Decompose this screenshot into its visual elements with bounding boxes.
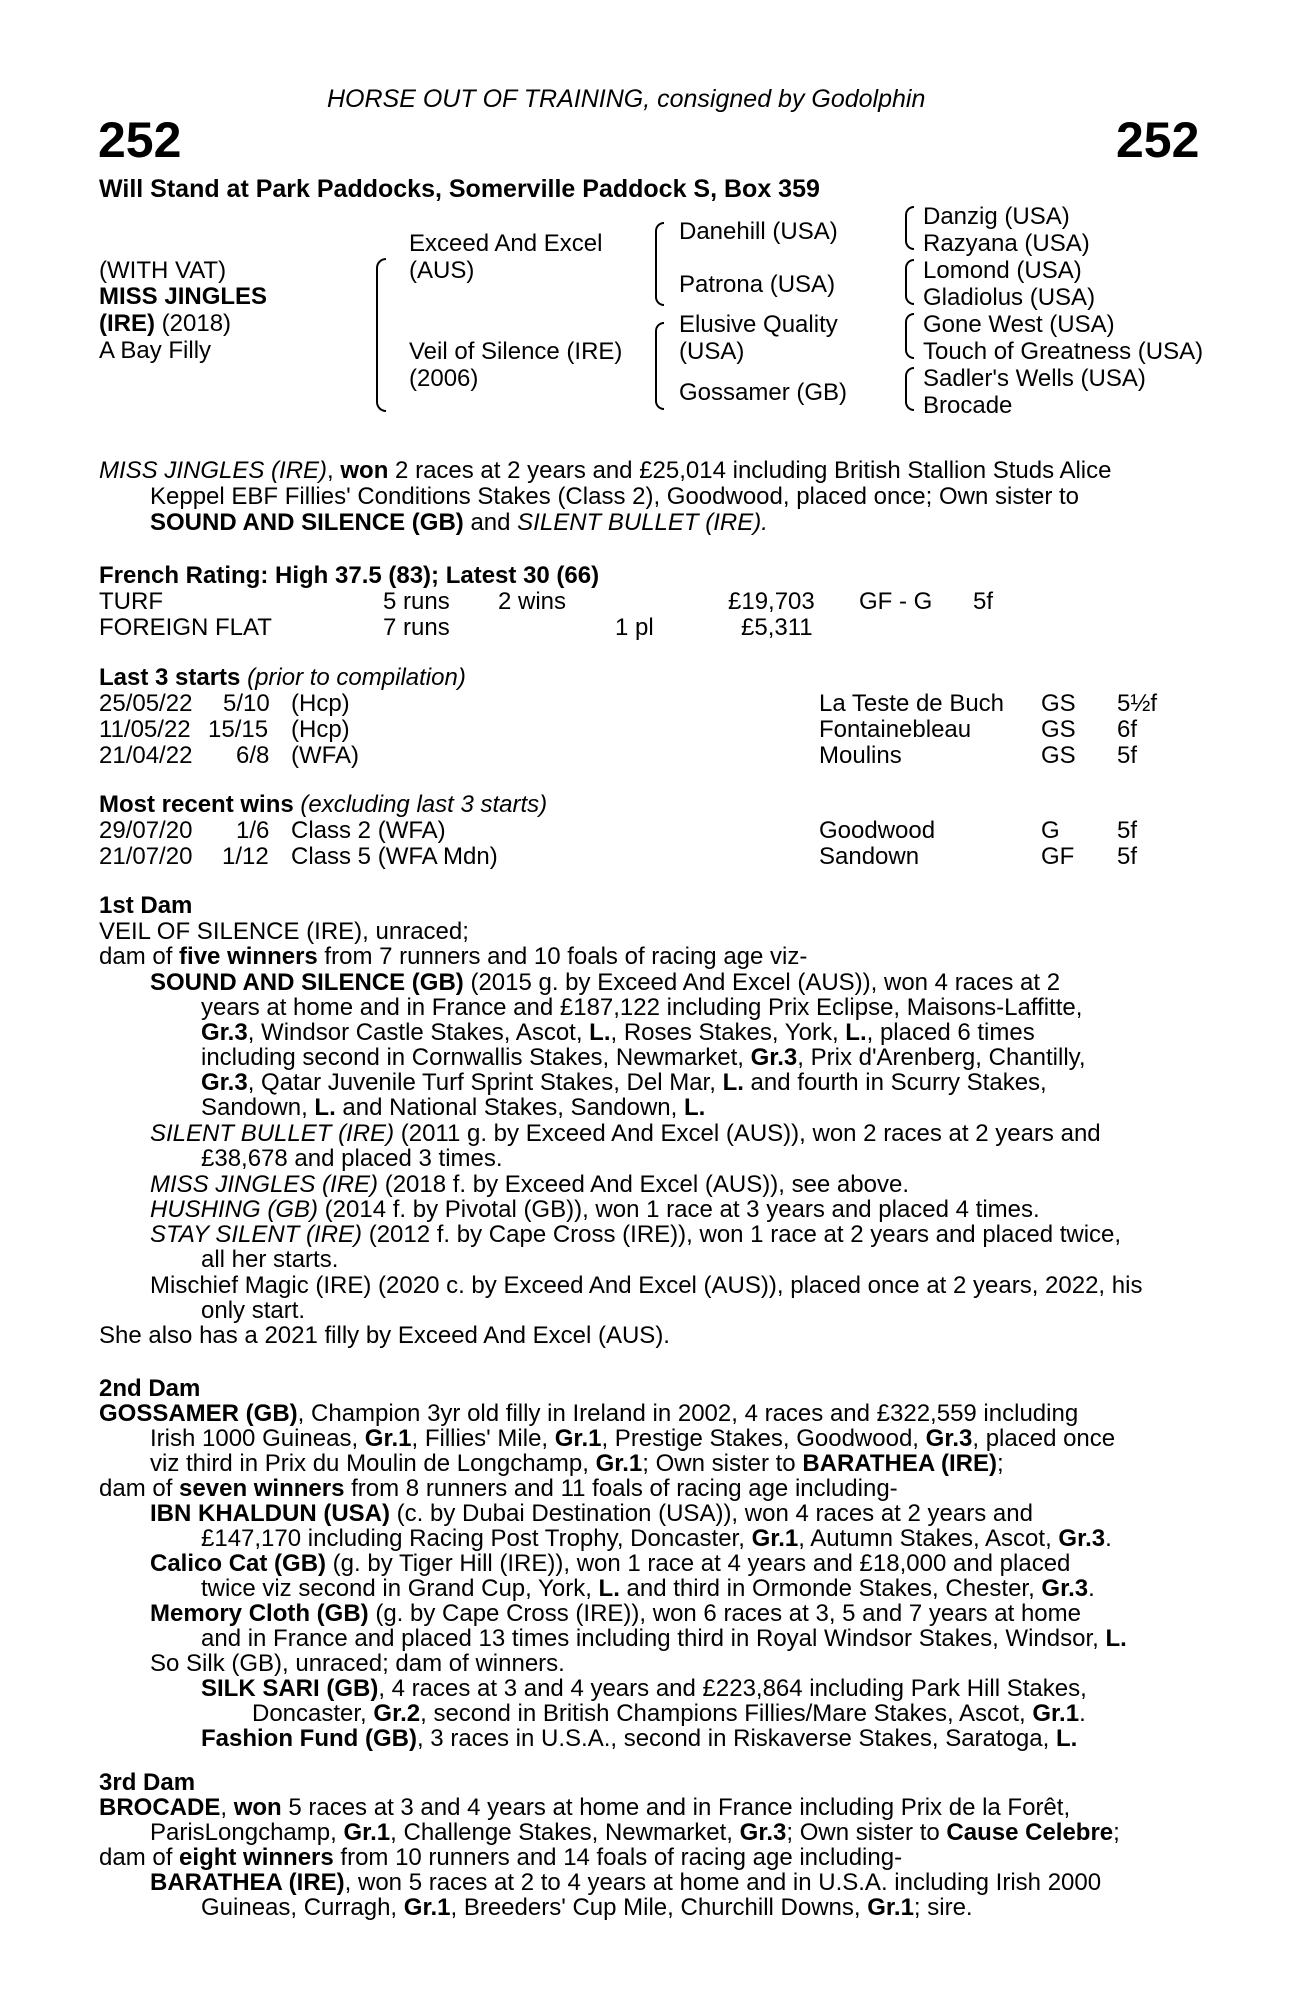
pedigree-brace-3c (905, 313, 914, 359)
winners-count: seven winners (179, 1475, 345, 1502)
start-position: 15/15 (208, 716, 269, 743)
foal-entry (150, 1501, 1033, 1527)
win-distance: 5f (1117, 817, 1138, 844)
text: Doncaster, (252, 1700, 374, 1727)
text: (2012 f. by Cape Cross (IRE)), won 1 race at 2 years and placed twice, (362, 1221, 1122, 1248)
pedigree-brace-2a (655, 222, 664, 306)
foal-entry (150, 1222, 1121, 1248)
start-course: La Teste de Buch (819, 690, 1005, 717)
pedigree-sire-country: (AUS) (409, 257, 475, 284)
consignment-title: HORSE OUT OF TRAINING, consigned by Godolphin (327, 85, 926, 113)
summary-sibling-2: SILENT BULLET (IRE). (517, 509, 768, 536)
grade: L. (589, 1019, 611, 1046)
horse-country: (IRE) (99, 310, 155, 337)
pedigree-brace-3a (905, 206, 914, 250)
text: , Breeders' Cup Mile, Churchill Downs, (450, 1894, 868, 1921)
text: and in France and placed 13 times including third in Royal Windsor Stakes, Windsor, (201, 1625, 1106, 1652)
foal-detail (201, 1095, 705, 1121)
grandfoal-entry (201, 1676, 1087, 1702)
text: viz third in Prix du Moulin de Longchamp, (150, 1450, 596, 1477)
text: and third in Ormonde Stakes, Chester, (619, 1575, 1042, 1602)
text: Irish 1000 Guineas, (150, 1425, 365, 1452)
text: ; Own sister to (642, 1450, 803, 1477)
foal-name: Calico Cat (GB) (150, 1550, 327, 1577)
pedigree-g3-6: Touch of Greatness (USA) (923, 338, 1204, 365)
summary-won: won (340, 457, 389, 484)
foal-detail (201, 1070, 1047, 1096)
rating-cell: 5 runs (383, 588, 450, 615)
horse-name: MISS JINGLES (99, 283, 268, 310)
second-dam-heading: 2nd Dam (99, 1375, 201, 1402)
win-race-class: Class 5 (WFA Mdn) (291, 843, 498, 870)
last3-heading-text: Last 3 starts (99, 664, 241, 691)
last3-note: (prior to compilation) (240, 664, 466, 691)
rating-cell: £19,703 (728, 588, 815, 615)
first-dam-line-2 (99, 944, 807, 970)
won: won (233, 1794, 282, 1821)
foal-name: SOUND AND SILENCE (GB) (150, 969, 464, 996)
grade: Gr.3 (750, 1044, 798, 1071)
grade: Gr.2 (373, 1700, 421, 1727)
foal-entry (150, 970, 1060, 996)
foal-detail: years at home and in France and £187,122 including Prix Eclipse, Maisons-Laffitte, (201, 994, 1083, 1021)
grade: Gr.1 (403, 1894, 451, 1921)
pedigree-g3-4: Gladiolus (USA) (923, 284, 1096, 311)
rating-cell: 1 pl (615, 614, 654, 641)
text: (2015 g. by Exceed And Excel (AUS)), won 4 races at 2 (463, 969, 1061, 996)
text: ; (996, 1450, 1004, 1477)
summary-and: and (463, 509, 518, 536)
pedigree-sire: Exceed And Excel (409, 230, 603, 257)
foal-name: STAY SILENT (IRE) (150, 1221, 363, 1248)
lot-number-left: 252 (98, 112, 182, 168)
grade: Gr.3 (925, 1425, 973, 1452)
text: dam of (99, 943, 180, 970)
win-course: Sandown (819, 843, 920, 870)
grade: Gr.3 (201, 1019, 248, 1046)
text: and National Stakes, Sandown, (335, 1094, 684, 1121)
text: Guineas, Curragh, (201, 1894, 404, 1921)
summary-line-2: Keppel EBF Fillies' Conditions Stakes (Class 2), Goodwood, placed once; Own sister to (150, 483, 1080, 510)
grade: L. (1055, 1725, 1078, 1752)
start-going: GS (1041, 716, 1076, 743)
foal-name: SILENT BULLET (IRE) (150, 1120, 395, 1147)
foal-entry: So Silk (GB), unraced; dam of winners. (150, 1650, 565, 1677)
grade: Gr.3 (1058, 1525, 1106, 1552)
pedigree-dam-sire: Elusive Quality (679, 311, 838, 338)
grandfoal-detail (252, 1701, 1086, 1727)
summary-line-3 (150, 510, 768, 536)
start-going: GS (1041, 690, 1076, 717)
grade: Gr.1 (554, 1425, 602, 1452)
text: , Prestige Stakes, Goodwood, (601, 1425, 926, 1452)
foal-name: HUSHING (GB) (150, 1196, 318, 1223)
text: , placed 6 times (866, 1019, 1035, 1046)
text: , Roses Stakes, York, (610, 1019, 846, 1046)
foal-detail (201, 1045, 1086, 1071)
win-going: G (1041, 817, 1060, 844)
third-dam-detail (150, 1820, 1120, 1846)
grade: L. (598, 1575, 620, 1602)
vat-label: (WITH VAT) (99, 257, 227, 284)
win-date: 21/07/20 (99, 843, 193, 870)
win-race-class: Class 2 (WFA) (291, 817, 446, 844)
text: (g. by Cape Cross (IRE)), won 6 races at 3, 5 and 7 years at home (368, 1600, 1081, 1627)
horse-description: A Bay Filly (99, 337, 212, 364)
grade: Gr.1 (595, 1450, 643, 1477)
win-course: Goodwood (819, 817, 936, 844)
win-position: 1/6 (236, 817, 270, 844)
foal-detail (201, 1626, 1127, 1652)
grade: L. (1105, 1625, 1127, 1652)
first-dam-heading: 1st Dam (99, 892, 193, 919)
text: , 4 races at 3 and 4 years and £223,864 including Park Hill Stakes, (378, 1675, 1087, 1702)
sibling-name: BARATHEA (IRE) (802, 1450, 997, 1477)
rating-cell: 5f (973, 588, 994, 615)
text: (2014 f. by Pivotal (GB)), won 1 race at 3 years and placed 4 times. (318, 1196, 1040, 1223)
pedigree-sire-sire: Danehill (USA) (679, 218, 838, 245)
foal-entry (150, 1870, 1101, 1896)
grade: Gr.3 (201, 1069, 248, 1096)
grade: Gr.3 (739, 1819, 787, 1846)
start-position: 5/10 (223, 690, 270, 717)
text: Sandown, (201, 1094, 315, 1121)
win-date: 29/07/20 (99, 817, 193, 844)
first-dam-line-1: VEIL OF SILENCE (IRE), unraced; (99, 918, 469, 945)
start-distance: 5f (1117, 742, 1138, 769)
third-dam-heading: 3rd Dam (99, 1769, 196, 1796)
pedigree-dam: Veil of Silence (IRE) (409, 338, 623, 365)
horse-name-line2 (99, 311, 231, 337)
start-type: (WFA) (291, 742, 359, 769)
text: and fourth in Scurry Stakes, (743, 1069, 1047, 1096)
foal-name: BARATHEA (IRE) (150, 1869, 345, 1896)
rating-cell: TURF (99, 588, 163, 615)
lot-number-right: 252 (1116, 112, 1200, 168)
text: £147,170 including Racing Post Trophy, Doncaster, (201, 1525, 752, 1552)
start-date: 11/05/22 (99, 716, 191, 743)
start-going: GS (1041, 742, 1076, 769)
start-course: Fontainebleau (819, 716, 972, 743)
text: . (1088, 1575, 1095, 1602)
recent-note: (excluding last 3 starts) (293, 791, 548, 818)
text: , Autumn Stakes, Ascot, (798, 1525, 1059, 1552)
rating-cell: 2 wins (498, 588, 567, 615)
start-date: 21/04/22 (99, 742, 193, 769)
grade: Gr.1 (751, 1525, 799, 1552)
start-type: (Hcp) (291, 716, 350, 743)
recent-heading (99, 792, 547, 818)
foal-entry (150, 1172, 909, 1198)
pedigree-brace-1 (376, 258, 386, 412)
grade: Gr.1 (867, 1894, 914, 1921)
summary-horse-name: MISS JINGLES (IRE) (99, 457, 328, 484)
text: ; sire. (913, 1894, 973, 1921)
text: from 8 runners and 11 foals of racing age including- (344, 1475, 898, 1502)
pedigree-brace-3d (905, 367, 914, 411)
grade: L. (845, 1019, 867, 1046)
foal-name: SILK SARI (GB) (201, 1675, 379, 1702)
foal-entry: Mischief Magic (IRE) (2020 c. by Exceed And Excel (AUS)), placed once at 2 years, 2022, his (150, 1272, 1143, 1299)
text: , second in British Champions Fillies/Mare Stakes, Ascot, (420, 1700, 1033, 1727)
text: dam of (99, 1844, 180, 1871)
rating-cell: GF - G (859, 588, 933, 615)
dam-name: BROCADE (99, 1794, 221, 1821)
foal-name: Memory Cloth (GB) (150, 1600, 369, 1627)
pedigree-g3-2: Razyana (USA) (923, 230, 1090, 257)
text: twice viz second in Grand Cup, York, (201, 1575, 599, 1602)
pedigree-dam-dam: Gossamer (GB) (679, 379, 848, 406)
text: , Fillies' Mile, (411, 1425, 555, 1452)
text: (g. by Tiger Hill (IRE)), won 1 race at 4 years and £18,000 and placed (326, 1550, 1071, 1577)
text: ; (1113, 1819, 1120, 1846)
foal-entry (150, 1551, 1070, 1577)
second-dam-detail (150, 1451, 1004, 1477)
rating-heading: French Rating: High 37.5 (83); Latest 30 (66) (99, 562, 600, 589)
text: , Champion 3yr old filly in Ireland in 2002, 4 races and £322,559 including (297, 1400, 1079, 1427)
first-dam-also: She also has a 2021 filly by Exceed And Excel (AUS). (99, 1322, 670, 1349)
text: , 3 races in U.S.A., second in Riskaverse Stakes, Saratoga, (416, 1725, 1056, 1752)
foal-detail: £38,678 and placed 3 times. (201, 1145, 503, 1172)
sibling-name: Cause Celebre (946, 1819, 1114, 1846)
text: , placed once (972, 1425, 1116, 1452)
text: (2018 f. by Exceed And Excel (AUS)), see above. (378, 1171, 909, 1198)
pedigree-g3-1: Danzig (USA) (923, 203, 1070, 230)
text: , won 5 races at 2 to 4 years at home and in U.S.A. including Irish 2000 (344, 1869, 1102, 1896)
win-distance: 5f (1117, 843, 1138, 870)
win-going: GF (1041, 843, 1075, 870)
text: ; Own sister to (786, 1819, 947, 1846)
summary-sibling-1: SOUND AND SILENCE (GB) (150, 509, 464, 536)
stand-location: Will Stand at Park Paddocks, Somerville Paddock S, Box 359 (99, 175, 820, 203)
grade: L. (314, 1094, 336, 1121)
start-course: Moulins (819, 742, 902, 769)
pedigree-g3-8: Brocade (923, 392, 1013, 419)
foal-entry (150, 1601, 1081, 1627)
text: from 10 runners and 14 foals of racing age including- (333, 1844, 903, 1871)
third-dam-produce (99, 1845, 902, 1871)
grade: L. (722, 1069, 744, 1096)
grade: Gr.1 (1032, 1700, 1080, 1727)
text: (c. by Dubai Destination (USA)), won 4 races at 2 years and (389, 1500, 1033, 1527)
foal-name: Fashion Fund (GB) (201, 1725, 417, 1752)
grandfoal-entry (201, 1726, 1077, 1752)
pedigree-dam-sire-country: (USA) (679, 338, 745, 365)
foal-detail: all her starts. (201, 1246, 339, 1273)
rating-cell: FOREIGN FLAT (99, 614, 272, 641)
foal-detail: only start. (201, 1297, 306, 1324)
pedigree-g3-5: Gone West (USA) (923, 311, 1115, 338)
rating-cell: £5,311 (741, 614, 813, 641)
recent-heading-text: Most recent wins (99, 791, 294, 818)
start-distance: 5½f (1117, 690, 1158, 717)
start-type: (Hcp) (291, 690, 350, 717)
second-dam-detail (150, 1426, 1115, 1452)
grade: L. (683, 1094, 706, 1121)
third-dam-line (99, 1795, 1070, 1821)
summary-line-1: MISS JINGLES (IRE), won 2 races at 2 years and £25,014 including British Stallion Studs Alice (99, 457, 1112, 484)
pedigree-g3-7: Sadler's Wells (USA) (923, 365, 1146, 392)
dam-name: GOSSAMER (GB) (99, 1400, 298, 1427)
foal-name: MISS JINGLES (IRE) (150, 1171, 379, 1198)
foal-entry (150, 1121, 1101, 1147)
text: from 7 runners and 10 foals of racing age viz- (317, 943, 808, 970)
second-dam-line (99, 1401, 1078, 1427)
text: , Prix d'Arenberg, Chantilly, (797, 1044, 1086, 1071)
pedigree-brace-2b (655, 322, 664, 410)
foal-detail (201, 1895, 973, 1921)
second-dam-produce (99, 1476, 898, 1502)
grade: Gr.3 (1041, 1575, 1089, 1602)
foal-detail (201, 1526, 1112, 1552)
horse-year: (2018) (155, 310, 232, 337)
start-distance: 6f (1117, 716, 1138, 743)
text: including second in Cornwallis Stakes, Newmarket, (201, 1044, 751, 1071)
foal-entry (150, 1197, 1040, 1223)
text: dam of (99, 1475, 180, 1502)
text: 5 races at 3 and 4 years at home and in France including Prix de la Forêt, (281, 1794, 1071, 1821)
start-date: 25/05/22 (99, 690, 193, 717)
pedigree-g3-3: Lomond (USA) (923, 257, 1082, 284)
text: , Challenge Stakes, Newmarket, (390, 1819, 740, 1846)
text: , Windsor Castle Stakes, Ascot, (247, 1019, 590, 1046)
grade: Gr.1 (343, 1819, 391, 1846)
pedigree-brace-3b (905, 259, 914, 305)
text: ParisLongchamp, (150, 1819, 344, 1846)
text: , Qatar Juvenile Turf Sprint Stakes, Del Mar, (247, 1069, 723, 1096)
foal-name: IBN KHALDUN (USA) (150, 1500, 390, 1527)
text: (2011 g. by Exceed And Excel (AUS)), won 2 races at 2 years and (394, 1120, 1101, 1147)
foal-detail (201, 1020, 1035, 1046)
rating-cell: 7 runs (383, 614, 450, 641)
text: , (220, 1794, 234, 1821)
text: . (1105, 1525, 1112, 1552)
winners-count: eight winners (179, 1844, 334, 1871)
start-position: 6/8 (236, 742, 270, 769)
last3-heading (99, 665, 466, 691)
win-position: 1/12 (222, 843, 269, 870)
pedigree-sire-dam: Patrona (USA) (679, 271, 836, 298)
grade: Gr.1 (364, 1425, 412, 1452)
text: . (1079, 1700, 1086, 1727)
pedigree-dam-year: (2006) (409, 365, 479, 392)
winners-count: five winners (179, 943, 318, 970)
foal-detail (201, 1576, 1095, 1602)
